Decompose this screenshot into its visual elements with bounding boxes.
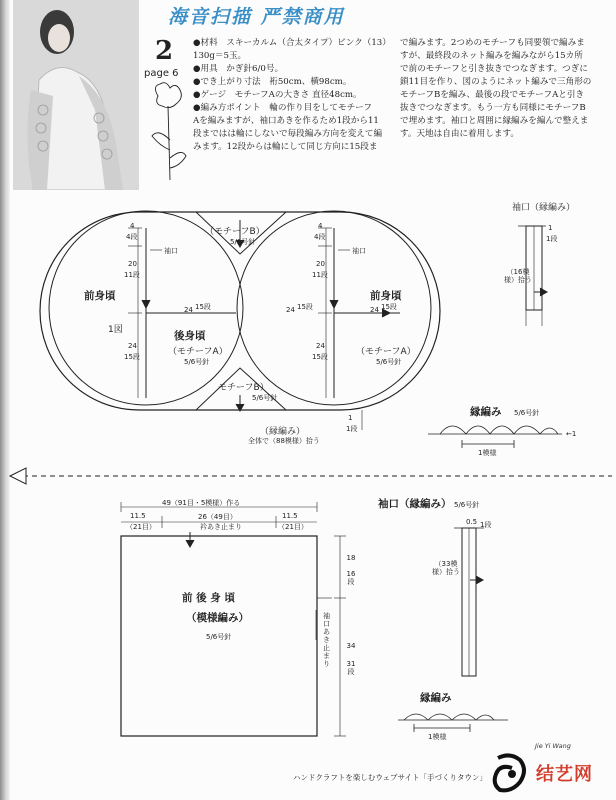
page-reference: page 6 bbox=[144, 68, 179, 79]
sleeve-bottom-title: 袖口（縁編み） bbox=[378, 498, 452, 510]
spec-line: す。天地は自由に着用します。 bbox=[400, 129, 519, 139]
spec-line: ●材料 スキーカルム（合太タイプ）ピンク（13） bbox=[193, 38, 391, 48]
spec-line: 抜きでつなぎます。もう一方も同様にモチーフB bbox=[400, 103, 586, 113]
dim-4-right: 4 bbox=[318, 222, 323, 230]
right-dim-34: 34 bbox=[346, 642, 356, 650]
watermark-banner: 海音扫描 严禁商用 bbox=[168, 6, 345, 28]
body-panel-needle: 5/6号針 bbox=[206, 633, 232, 641]
sleeve-top-dim-1: 1 bbox=[548, 224, 553, 232]
front-body-right: 前身頃 bbox=[370, 290, 402, 302]
dim-4-right-rows: 4段 bbox=[314, 233, 326, 241]
spec-line: ●編み方ポイント 輪の作り目をしてモチーフ bbox=[193, 103, 372, 113]
sleeve-opening-left: 袖口 bbox=[164, 247, 178, 255]
flower-icon bbox=[152, 83, 186, 180]
spec-line: で埋めます。袖口と周囲に縁編みを編んで整えま bbox=[400, 116, 589, 126]
motif-a-left-label: （モチーフA） bbox=[168, 347, 228, 357]
dim-1-bottom-rows: 1段 bbox=[346, 425, 358, 433]
dim-24-mid-right: 24 bbox=[286, 306, 295, 314]
dim-1-bottom: 1 bbox=[348, 414, 353, 422]
spec-text-left bbox=[193, 37, 393, 154]
dim-15-right-low: 15段 bbox=[312, 353, 328, 361]
spec-line: モチーフBを編み、最後の段でモチーフAと引き bbox=[400, 90, 585, 100]
dim-24-right-low: 24 bbox=[316, 342, 325, 350]
top-width-dim: 49（91目・5模様）作る bbox=[162, 499, 241, 507]
spec-text-right bbox=[400, 37, 612, 141]
spec-line: みます。12段からは輪にして同じ方向に15段ま bbox=[193, 142, 378, 152]
edge-chart-top-row-arrow: ←1 bbox=[566, 430, 577, 438]
neck-opening-note: 衿あき止まり bbox=[200, 523, 242, 531]
spec-line: 鎖11目を作り、図のようにネット編みで三角形の bbox=[400, 77, 592, 87]
neck-width-dim: 26（49目） bbox=[198, 513, 237, 521]
edge-chart-top-repeat: 1模様 bbox=[478, 449, 497, 457]
motif-a-left-needle: 5/6号針 bbox=[184, 358, 210, 366]
pattern-number: 2 bbox=[155, 36, 174, 66]
spec-line: で編みます。2つめのモチーフも同要領で編みま bbox=[400, 38, 585, 48]
sleeve-bottom-pickup: （33模様）拾う bbox=[432, 560, 460, 576]
back-body-label: 後身頃 bbox=[174, 330, 206, 342]
dim-15-left: 15段 bbox=[124, 353, 140, 361]
sleeve-top-pickup: （16模様）拾う bbox=[504, 268, 532, 284]
motif-b-top-needle: 5/6号針 bbox=[230, 238, 256, 246]
sleeve-opening-right: 袖口 bbox=[352, 247, 366, 255]
left-shoulder-sts: （21目） bbox=[126, 523, 156, 531]
dim-15-right: 15段 bbox=[381, 303, 397, 311]
right-dim-16-rows: 16段 bbox=[346, 570, 356, 586]
front-body-left: 前身頃 bbox=[84, 290, 116, 302]
footer-text: ハンドクラフトを楽しむウェブサイト「手づくりタウン」 bbox=[293, 773, 488, 782]
motif-b-bottom-needle: 5/6号針 bbox=[252, 394, 278, 402]
spec-line: ●ゲージ モチーフAの大きさ 直径48cm。 bbox=[193, 90, 362, 100]
edge-stitch-label: （縁編み） bbox=[260, 427, 306, 437]
right-dim-31-rows: 31段 bbox=[346, 660, 356, 676]
edge-chart-top-needle: 5/6号針 bbox=[514, 409, 540, 417]
dim-20-right: 20 bbox=[316, 260, 325, 268]
motif-a-right-label: （モチーフA） bbox=[356, 347, 416, 357]
dim-11-left: 11段 bbox=[124, 271, 140, 279]
edge-pickup-note: 全体で（88模様）拾う bbox=[248, 437, 320, 445]
right-dim-18: 18 bbox=[346, 554, 356, 562]
sleeve-bottom-needle: 5/6号針 bbox=[454, 501, 480, 509]
logo-ink-mark-icon bbox=[490, 750, 530, 796]
left-shoulder-dim: 11.5 bbox=[130, 512, 146, 520]
logo-subtitle: Jie Yi Wang bbox=[535, 742, 571, 750]
sleeve-bottom-dim-05: 0.5 bbox=[466, 518, 478, 526]
dim-15-mid-right: 15段 bbox=[297, 303, 313, 311]
dim-24-right: 24 bbox=[370, 306, 379, 314]
dim-20-left: 20 bbox=[128, 260, 137, 268]
spec-line: Aを編みますが、袖口あきを作るため1段から11 bbox=[193, 116, 379, 126]
spec-line: ●用具 かぎ針6/0号。 bbox=[193, 64, 284, 74]
dim-24-left: 24 bbox=[128, 342, 137, 350]
edge-chart-bottom-title: 縁編み bbox=[420, 692, 452, 704]
logo-text: 结艺网 bbox=[536, 764, 593, 785]
spec-line: ●でき上がり寸法 裄50cm、横98cm。 bbox=[193, 77, 352, 87]
spec-line: すが、最終段のネット編みを編みながら15カ所 bbox=[400, 51, 583, 61]
edge-chart-bottom-repeat: 1模様 bbox=[428, 733, 447, 741]
dim-4-left: 4 bbox=[130, 222, 135, 230]
sleeve-opening-stop-note: 袖口あき止まり bbox=[323, 612, 330, 668]
right-shoulder-dim: 11.5 bbox=[282, 512, 298, 520]
motif-a-right-needle: 5/6号針 bbox=[376, 358, 402, 366]
dim-4-left-rows: 4段 bbox=[126, 233, 138, 241]
edge-chart-top-title: 縁編み bbox=[470, 406, 502, 418]
spec-line: 段まではは輪にしないで毎段編み方向を変えて編 bbox=[193, 129, 383, 139]
figure-label: 1図 bbox=[108, 325, 123, 335]
body-panel-title: 前 後 身 頃 bbox=[182, 592, 235, 604]
body-panel-stitch: （模様編み） bbox=[186, 612, 249, 624]
motif-b-top-label: （モチーフB） bbox=[205, 227, 265, 237]
dim-15-mid-left: 15段 bbox=[195, 303, 211, 311]
motif-b-bottom-label: モチーフB） bbox=[218, 383, 269, 393]
dim-24-mid-left: 24 bbox=[184, 306, 193, 314]
sleeve-top-dim-1-rows: 1段 bbox=[546, 235, 558, 243]
spec-line: 130g＝5玉。 bbox=[193, 51, 247, 61]
spec-line: で前のモチーフと引き抜きでつなぎます。つぎに bbox=[400, 64, 588, 74]
sleeve-top-title: 袖口（縁編み） bbox=[512, 203, 576, 213]
dim-11-right: 11段 bbox=[312, 271, 328, 279]
sleeve-bottom-dim-1-rows: 1段 bbox=[480, 521, 492, 529]
right-shoulder-sts: （21目） bbox=[278, 523, 308, 531]
